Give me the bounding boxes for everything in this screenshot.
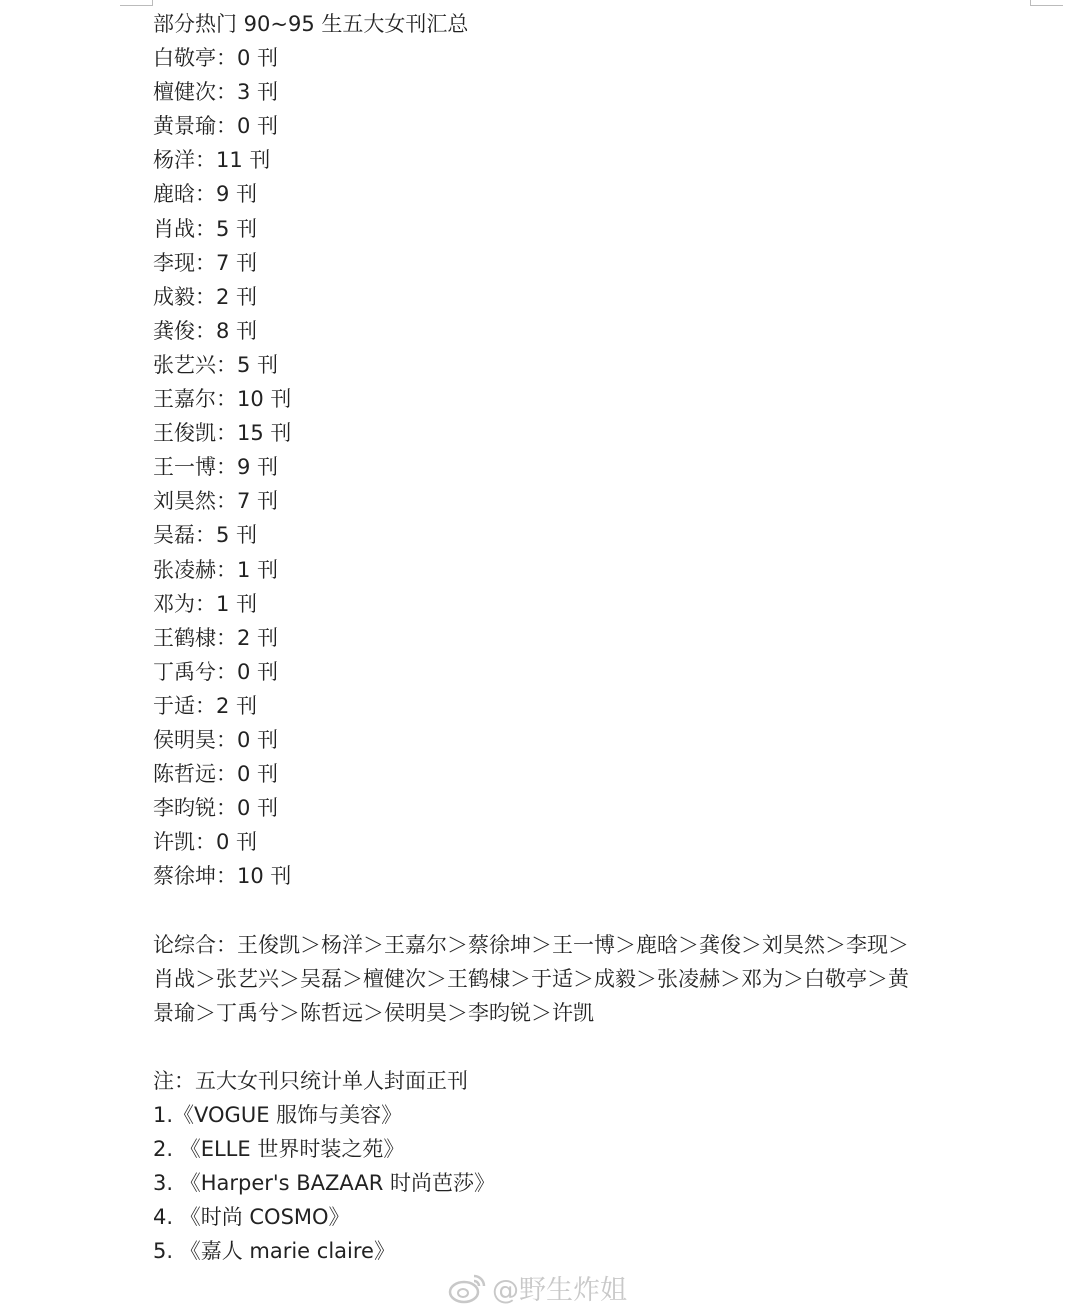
entry-unit: 刊 (236, 830, 258, 855)
entry-row: 王一博：9 刊 (153, 455, 279, 480)
entry-count: 10 (237, 387, 264, 412)
entry-row: 黄景瑜：0 刊 (153, 114, 279, 139)
entry-count: 2 (237, 625, 251, 650)
entry-row: 龚俊：8 刊 (153, 318, 258, 343)
entry-count: 0 (237, 796, 251, 821)
entry-name: 陈哲远 (153, 762, 216, 787)
document-title: 部分热门 90~95 生五大女刊汇总 (153, 12, 469, 36)
entry-count: 5 (216, 523, 230, 548)
entry-unit: 刊 (270, 421, 292, 446)
entry-unit: 刊 (257, 625, 279, 650)
entry-name: 侯明昊 (153, 727, 216, 752)
entry-unit: 刊 (236, 693, 258, 718)
entry-name: 杨洋 (153, 148, 195, 173)
entry-unit: 刊 (236, 284, 258, 309)
entry-row: 邓为：1 刊 (153, 591, 258, 616)
entry-count: 5 (216, 216, 230, 241)
entry-row: 侯明昊：0 刊 (153, 727, 279, 752)
entry-unit: 刊 (257, 80, 279, 105)
entry-row: 杨洋：11 刊 (153, 148, 271, 173)
entry-count: 2 (216, 284, 230, 309)
weibo-logo-icon (448, 1272, 488, 1304)
entry-name: 李现 (153, 250, 195, 275)
entry-unit: 刊 (236, 318, 258, 343)
entry-count: 9 (216, 182, 230, 207)
entry-name: 王一博 (153, 455, 216, 480)
magazine-item: 5. 《嘉人 marie claire》 (153, 1239, 395, 1264)
entry-name: 张艺兴 (153, 352, 216, 377)
document-body (153, 7, 933, 1268)
entry-count: 0 (237, 727, 251, 752)
entry-unit: 刊 (257, 46, 279, 71)
entry-unit: 刊 (249, 148, 271, 173)
entry-count: 1 (216, 591, 230, 616)
entry-row: 王鹤棣：2 刊 (153, 625, 279, 650)
entry-unit: 刊 (257, 727, 279, 752)
watermark-text: @野生炸姐 (492, 1275, 627, 1306)
entry-count: 0 (237, 659, 251, 684)
entry-count: 8 (216, 318, 230, 343)
page-corner-mark (1030, 0, 1063, 6)
ranking-paragraph (153, 928, 923, 1030)
entry-name: 丁禹兮 (153, 659, 216, 684)
entry-unit: 刊 (236, 523, 258, 548)
entry-row: 肖战：5 刊 (153, 216, 258, 241)
entry-row: 李现：7 刊 (153, 250, 258, 275)
entry-name: 李昀锐 (153, 796, 216, 821)
entry-unit: 刊 (257, 455, 279, 480)
entry-count: 5 (237, 352, 251, 377)
entry-count: 0 (237, 762, 251, 787)
entry-row: 李昀锐：0 刊 (153, 796, 279, 821)
entry-unit: 刊 (257, 659, 279, 684)
entry-row: 檀健次：3 刊 (153, 80, 279, 105)
entry-name: 王鹤棣 (153, 625, 216, 650)
entry-name: 白敬亭 (153, 46, 216, 71)
entry-count: 0 (237, 114, 251, 139)
entry-unit: 刊 (257, 352, 279, 377)
entry-count: 9 (237, 455, 251, 480)
entry-name: 于适 (153, 693, 195, 718)
entry-row: 成毅：2 刊 (153, 284, 258, 309)
entry-unit: 刊 (257, 762, 279, 787)
note-text: 注：五大女刊只统计单人封面正刊 (153, 1068, 468, 1093)
entry-row: 丁禹兮：0 刊 (153, 659, 279, 684)
entry-row: 张凌赫：1 刊 (153, 557, 279, 582)
entry-name: 黄景瑜 (153, 114, 216, 139)
entry-unit: 刊 (257, 796, 279, 821)
entry-count: 0 (237, 46, 251, 71)
entry-name: 龚俊 (153, 318, 195, 343)
entry-row: 陈哲远：0 刊 (153, 762, 279, 787)
entry-row: 王嘉尔：10 刊 (153, 387, 292, 412)
page-corner-mark (120, 0, 153, 6)
entry-unit: 刊 (257, 489, 279, 514)
entry-row: 吴磊：5 刊 (153, 523, 258, 548)
entry-count: 0 (216, 830, 230, 855)
magazine-item: 2. 《ELLE 世界时装之苑》 (153, 1137, 405, 1162)
magazine-item: 4. 《时尚 COSMO》 (153, 1205, 350, 1230)
entry-count: 1 (237, 557, 251, 582)
entry-unit: 刊 (236, 250, 258, 275)
entry-unit: 刊 (236, 591, 258, 616)
entry-row: 于适：2 刊 (153, 693, 258, 718)
entry-count: 2 (216, 693, 230, 718)
ranking-label: 论综合： (153, 932, 237, 957)
entry-count: 3 (237, 80, 251, 105)
magazine-item: 3. 《Harper's BAZAAR 时尚芭莎》 (153, 1171, 496, 1196)
entry-count: 7 (237, 489, 251, 514)
entry-unit: 刊 (257, 557, 279, 582)
entry-unit: 刊 (270, 387, 292, 412)
entry-name: 刘昊然 (153, 489, 216, 514)
magazine-list (153, 1098, 933, 1268)
entry-unit: 刊 (270, 864, 292, 889)
entry-row: 王俊凯：15 刊 (153, 421, 292, 446)
entry-name: 鹿晗 (153, 182, 195, 207)
ranking-order: 王俊凯＞杨洋＞王嘉尔＞蔡徐坤＞王一博＞鹿晗＞龚俊＞刘昊然＞李现＞肖战＞张艺兴＞吴磊＞檀健次＞王鹤棣＞于适＞成毅＞张凌赫＞邓为＞白敬亭＞黄景瑜＞丁禹兮＞陈哲远＞侯明昊＞李昀锐＞许凯 (153, 932, 909, 1025)
entry-row: 张艺兴：5 刊 (153, 352, 279, 377)
entry-row: 鹿晗：9 刊 (153, 182, 258, 207)
entry-row: 刘昊然：7 刊 (153, 489, 279, 514)
entry-name: 吴磊 (153, 523, 195, 548)
watermark (448, 1268, 627, 1307)
magazine-item: 1.《VOGUE 服饰与美容》 (153, 1103, 403, 1127)
entry-name: 檀健次 (153, 80, 216, 105)
entry-name: 蔡徐坤 (153, 864, 216, 889)
entry-name: 邓为 (153, 591, 195, 616)
entry-count: 15 (237, 421, 264, 446)
entry-row: 许凯：0 刊 (153, 830, 258, 855)
entry-name: 成毅 (153, 284, 195, 309)
entry-count: 11 (216, 148, 243, 173)
entry-name: 肖战 (153, 216, 195, 241)
entry-list (153, 41, 933, 893)
entry-count: 7 (216, 250, 230, 275)
entry-count: 10 (237, 864, 264, 889)
entry-row: 蔡徐坤：10 刊 (153, 864, 292, 889)
entry-name: 王嘉尔 (153, 387, 216, 412)
entry-name: 王俊凯 (153, 421, 216, 446)
entry-unit: 刊 (236, 182, 258, 207)
entry-name: 张凌赫 (153, 557, 216, 582)
entry-name: 许凯 (153, 830, 195, 855)
entry-row: 白敬亭：0 刊 (153, 46, 279, 71)
entry-unit: 刊 (236, 216, 258, 241)
entry-unit: 刊 (257, 114, 279, 139)
